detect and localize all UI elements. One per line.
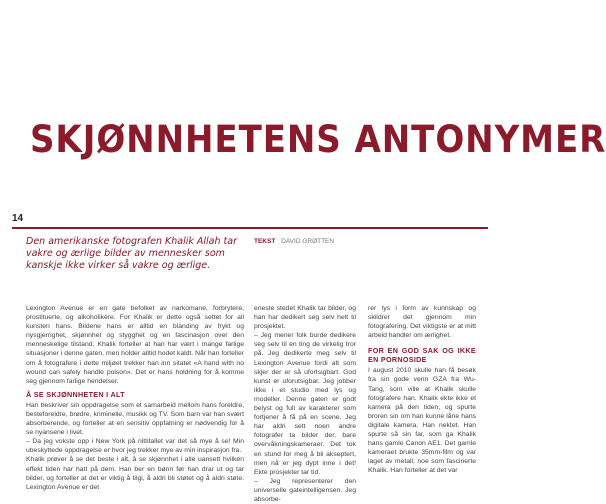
paragraph: Han beskriver sin oppdragelse som et samarbeid mellom hans foreldre, besteforeldre, brødre, kriminelle, musikk og TV. Som barn var han svært absorberende, og forteller at en sensitiv oppfatning er nødvendig for å se nyansene i livet. <box>26 401 244 437</box>
paragraph: Lexington Avenue er en gate befolket av narkomane, forbrytere, prostituerte, og alkoholikere. For Khalik er dette også settet for all kunsten hans. Bildene hans er alltid en blanding av frykt og nysgjerrighet, skjønnhet og stygghet og en fascinasjon over den menneskelige tilstand. Khalik forteller at han har vært i mange farlige situasjoner i denne gaten, men holder alltid hodet kaldt. Når han forteller om å fotografere i dette miljøet trekker han inn sitatet «A hand with no wound can safely handle poison». Det er hans holdning for å komme seg gjennom farlige hendelser. <box>26 305 244 385</box>
divider-rule <box>12 227 352 229</box>
paragraph: – Jeg representerer den universelle gateintelligensen. Jeg absorbe- <box>254 477 356 503</box>
paragraph: eneste stedet Khalik tar bilder, og han har dedikert seg selv helt til prosjektet. <box>254 305 356 331</box>
section-heading: FOR EN GOD SAK OG IKKE EN PORNOSIDE <box>368 346 476 365</box>
article-title: SKJØNNHETENS ANTONYMER <box>30 118 606 161</box>
paragraph: rer lys i form av kunnskap og skildrer det gjennom min fotografering. Det viktigste er at mitt arbeid handler om ærlighet. <box>368 305 476 340</box>
paragraph: I august 2010 skulle han få besøk fra sin gode venn GZA fra Wu-Tang, som ville at Khalik skulle fotografere han. Khalik ekte ikke et kamera på den tiden, og spurte broren sin om han kunne låne hans digitale kamera. Han nektet. Han spurte så sin far, som ga Khalik hans gamle Canon AE1. Det gamle kameraet brukte 35mm-film og var laget av metall, noe som fascinerte Khalik. Han forteller at det var <box>368 367 476 475</box>
body-column-1 <box>26 304 244 492</box>
body-column-2 <box>254 304 356 504</box>
lead-text: Den amerikanske fotografen Khalik Allah tar vakre og ærlige bilder av mennesker som kanskje ikke virker så vakre og ærlige. <box>26 236 237 271</box>
paragraph: – Jeg mener folk burde dedikere seg selv til en ting de virkelig tror på. Jeg dedikerte meg selv til Lexington Avenue fordi alt som skjer der er så ufortsigbart. God kunst er uforutsigbar. Jeg jobber ikke i et studio med lys og modeller. Denne gaten er godt belyst og full av karakterer som fortjener å få på en scene. Jeg har aldri sett noen andre fotografer ta bilder der, bare overvåkningskameraer. Det tok en stund for meg å bli akseptert, men nå er jeg dypt inne i det! Ekte prosjekter tar tid. <box>254 332 356 476</box>
divider-rule <box>352 227 488 229</box>
byline-label: TEKST <box>254 238 276 245</box>
byline-author: DAVID GRØTTEN <box>281 238 335 245</box>
byline <box>254 238 334 245</box>
body-column-3 <box>368 304 476 476</box>
paragraph: Khalik prøver å se det beste i alt, å se skjønnhet i alle uansett hvilken effekt tiden har hatt på dem. Han ber en bønn før han drar ut og tar bilder, og forteller at det er viktig å tilgi, å aldri bli støtet og å aldri støte. Lexington Avenue er det <box>26 456 244 491</box>
paragraph: – Da jeg vokste opp i New York på nittitallet var det så mye å se! Min ubeskyttede oppdragelse er hvor jeg trekker mye av min inspirasjon fra. <box>26 438 244 455</box>
page-number: 14 <box>12 213 24 224</box>
section-heading: Å SE SKJØNNHETEN I ALT <box>26 389 125 399</box>
